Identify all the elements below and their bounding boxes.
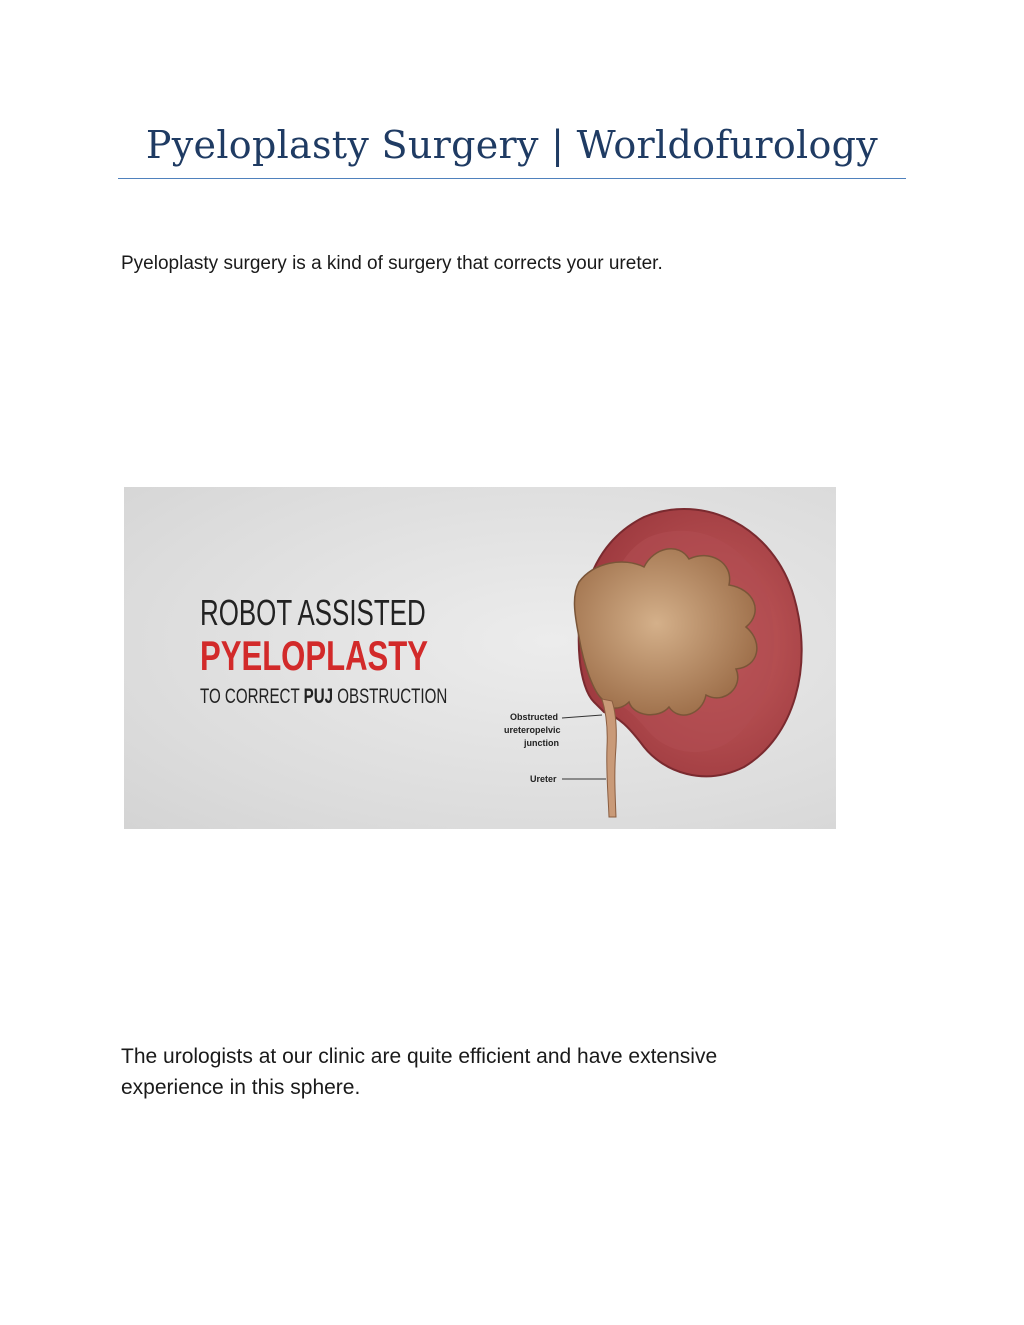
ureter: [602, 699, 616, 817]
page-title: Pyeloplasty Surgery | Worldofurology: [145, 123, 879, 167]
figure-heading-line-2: PYELOPLASTY: [200, 632, 428, 679]
label-obstructed-3: junction: [524, 738, 559, 748]
pyeloplasty-illustration: [124, 487, 836, 829]
figure-heading-line-1: ROBOT ASSISTED: [200, 592, 426, 633]
figure-line-3-suffix: OBSTRUCTION: [333, 685, 448, 708]
label-obstructed-2: ureteropelvic: [504, 725, 561, 735]
paragraph-intro: Pyeloplasty surgery is a kind of surgery that corrects your ureter.: [121, 253, 663, 274]
figure-line-3-bold: PUJ: [303, 685, 334, 708]
kidney-drawing: [124, 487, 836, 829]
label-obstructed-1: Obstructed: [510, 712, 559, 722]
title-divider: [118, 178, 906, 179]
figure-line-3-prefix: TO CORRECT: [200, 685, 304, 708]
label-ureter: Ureter: [530, 774, 557, 784]
renal-pelvis: [574, 549, 756, 715]
paragraph-clinic: The urologists at our clinic are quite efficient and have extensive experience in this sphere.: [121, 1045, 718, 1099]
